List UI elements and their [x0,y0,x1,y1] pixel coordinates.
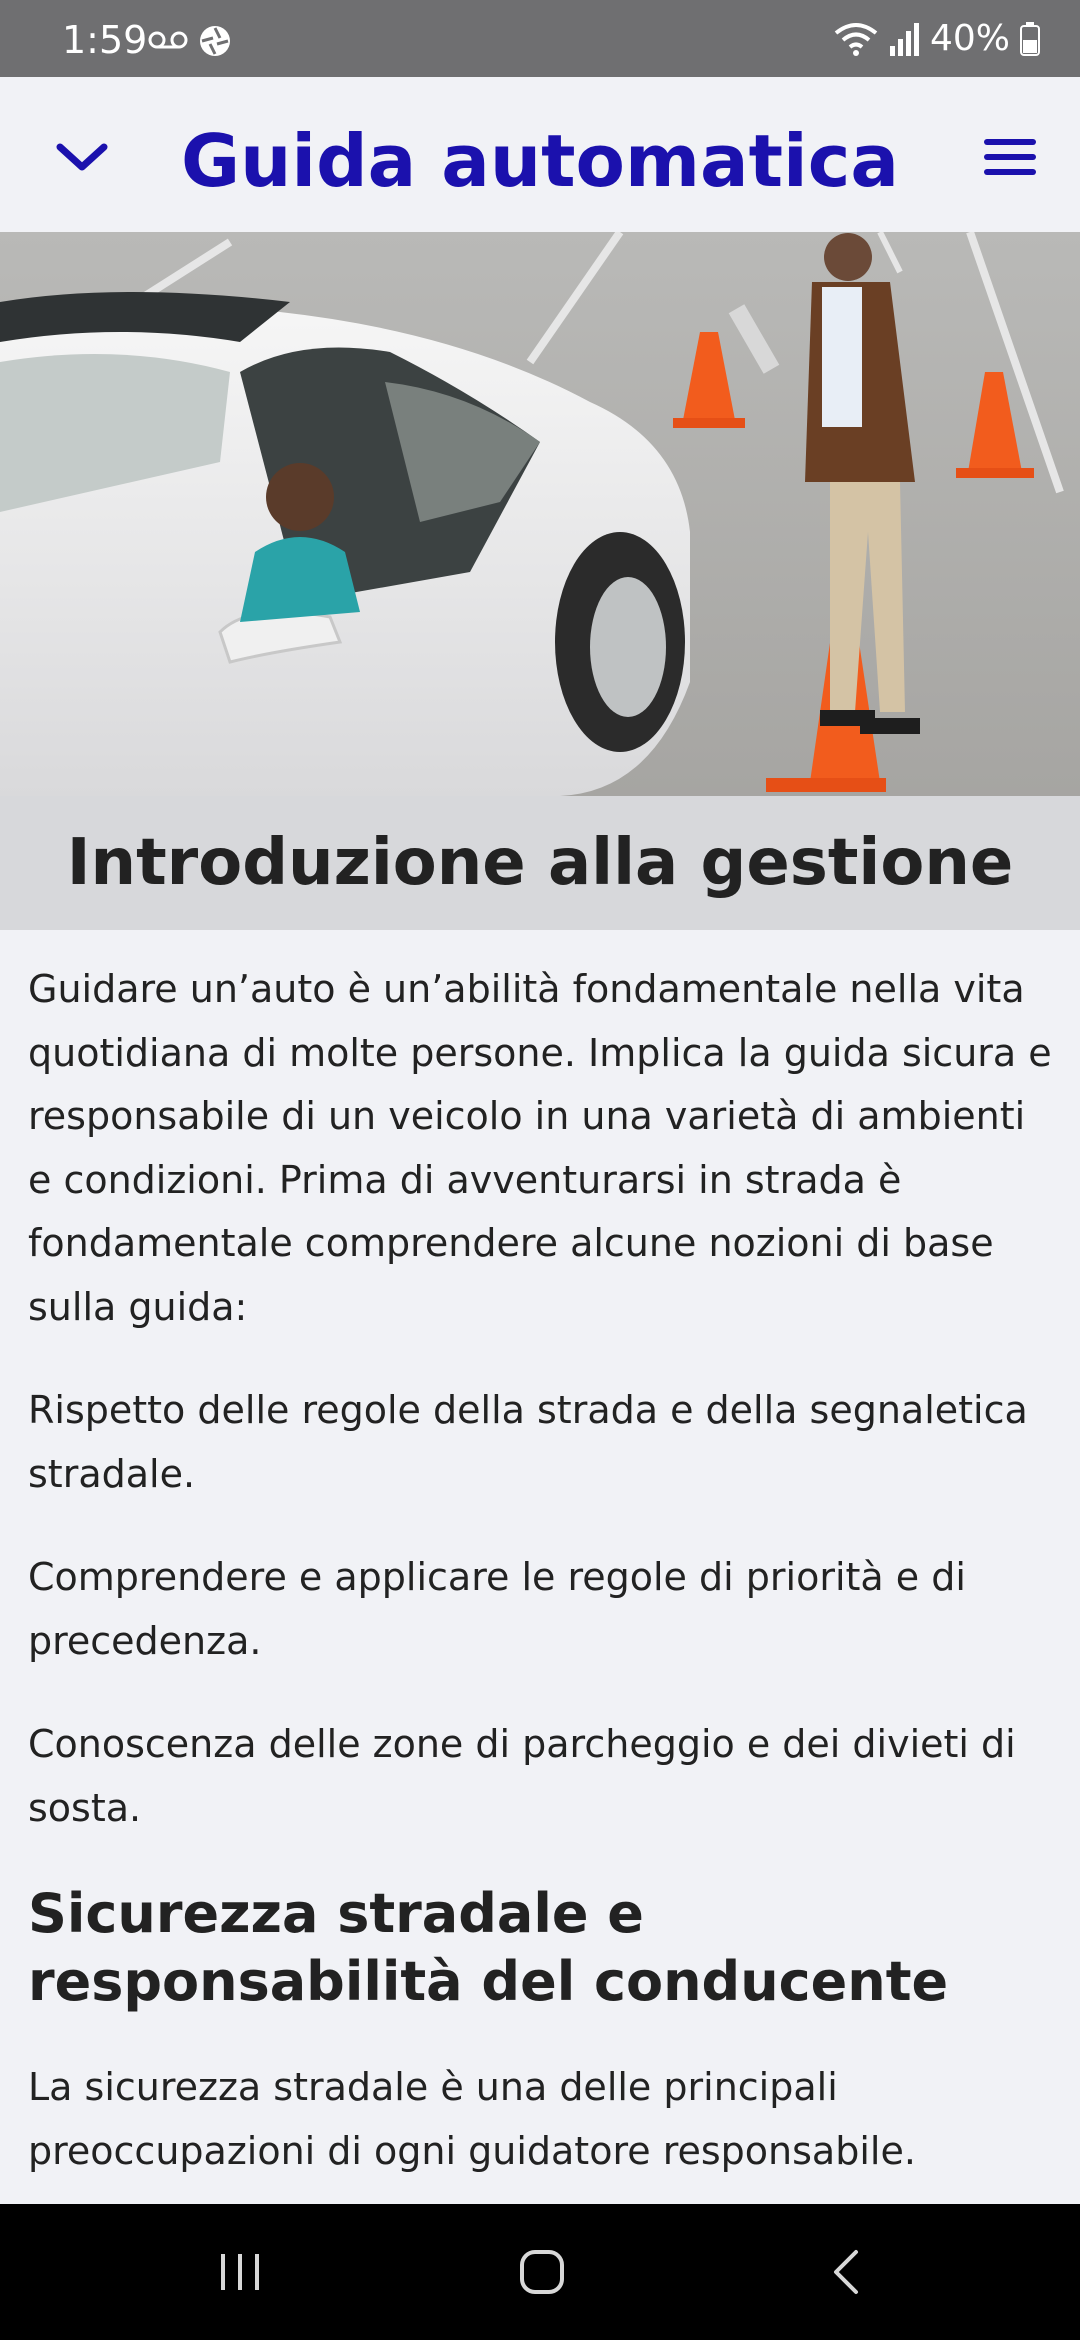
status-bar [0,0,1080,77]
hero-image [0,232,1080,796]
hamburger-menu-icon [982,135,1038,179]
menu-button[interactable] [970,122,1050,192]
recents-icon [217,2250,263,2294]
list-item: Rispetto delle regole della strada e della segnaletica stradale. [28,1388,1028,1496]
app-bar [0,77,1080,232]
back-button[interactable] [806,2238,886,2306]
list-item: Comprendere e applicare le regole di priorità e di precedenza. [28,1555,966,1663]
section-header [0,796,1080,930]
paragraph: La sicurezza stradale è una delle principali preoccupazioni di ogni guidatore responsabile. [28,2065,916,2173]
battery-percentage: 40% [929,18,1010,59]
recents-button[interactable] [200,2238,280,2306]
status-time: 1:59 [62,18,148,62]
section-title: Introduzione alla gestione [66,826,1014,900]
article-content [28,958,1058,2223]
driving-lesson-illustration [0,232,1080,796]
page-title: Guida automatica [181,119,899,203]
back-icon [826,2248,866,2296]
subheading: Sicurezza stradale e responsabilità del conducente [28,1882,949,2013]
voicemail-icon [148,30,188,50]
wifi-icon [834,21,878,57]
home-icon [518,2248,566,2296]
system-nav-bar [0,2204,1080,2340]
status-right [834,18,1040,59]
battery-icon [1020,22,1040,56]
intro-paragraph: Guidare un’auto è un’abilità fondamentale nella vita quotidiana di molte persone. Implica la guida sicura e responsabile di un veicolo in una varietà di ambienti e condizioni. Prima di avventurarsi in strada è fondamentale comprendere alcune nozioni di base sulla guida: [28,967,1052,1329]
home-button[interactable] [502,2238,582,2306]
signal-icon [888,22,920,56]
list-item: Conoscenza delle zone di parcheggio e dei divieti di sosta. [28,1722,1016,1830]
shutter-icon [198,24,232,58]
